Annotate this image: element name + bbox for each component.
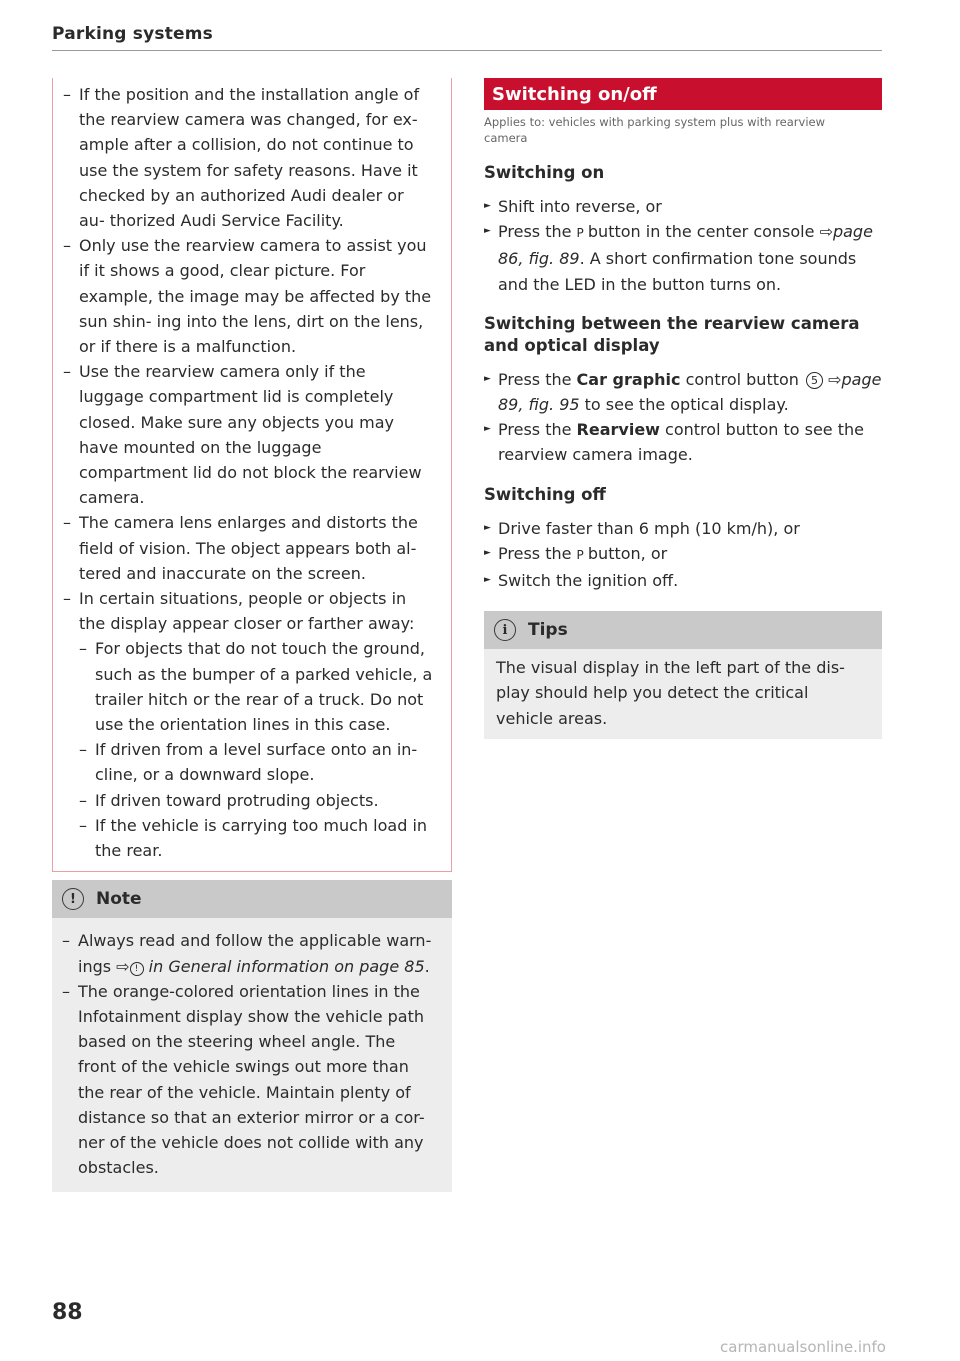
left-column bbox=[52, 78, 452, 1192]
watermark: carmanualsonline.info bbox=[720, 1338, 886, 1356]
callout-number-icon: 5 bbox=[806, 372, 823, 389]
step-item: ► Press the Car graphic control button 5 ⇨page 89, fig. 95 to see the optical display. bbox=[484, 367, 882, 417]
warning-item: – Only use the rearview camera to assist you if it shows a good, clear picture. For example, the image may be affected by the sun shin- ing into the lens, dirt on the lens, or if there is a malfunction. bbox=[63, 233, 433, 359]
note-list bbox=[62, 928, 434, 1180]
warning-item: – If the position and the installation angle of the rearview camera was changed, for ex- ample after a collision, do not continue to use the system for safety reasons. Have it checked by an authorized Audi dealer or au- thorized Audi Service Facility. bbox=[63, 82, 433, 233]
warning-subitem: – If the vehicle is carrying too much load in the rear. bbox=[79, 813, 433, 863]
step-item: ► Drive faster than 6 mph (10 km/h), or bbox=[484, 516, 882, 541]
warning-item: – The camera lens enlarges and distorts the field of vision. The object appears both al- tered and inaccurate on the screen. bbox=[63, 510, 433, 586]
note-title: Note bbox=[96, 889, 142, 910]
warning-subitem: – If driven from a level surface onto an in- cline, or a downward slope. bbox=[79, 737, 433, 787]
step-item: ► Press the Rearview control button to see the rearview camera image. bbox=[484, 417, 882, 467]
page-number: 88 bbox=[52, 1300, 83, 1325]
rearview-label: Rearview bbox=[576, 420, 660, 440]
cross-reference-link[interactable]: in General information on page 85 bbox=[148, 956, 425, 976]
warning-subitem: – For objects that do not touch the ground, such as the bumper of a parked vehicle, a trailer hitch or the rear of a truck. Do not use the orientation lines in this case. bbox=[79, 636, 433, 737]
exclamation-circle-icon: ! bbox=[130, 962, 144, 976]
warning-item-text: In certain situations, people or objects in the display appear closer or farther away: bbox=[79, 589, 415, 634]
tips-title: Tips bbox=[528, 620, 568, 641]
switching-on-heading: Switching on bbox=[484, 163, 605, 182]
arrow-right-icon: ⇨ bbox=[828, 369, 842, 389]
note-box bbox=[52, 880, 452, 1192]
right-column bbox=[484, 78, 882, 739]
note-item: – Always read and follow the applicable warn- ings ⇨ ! in General information on page 85. bbox=[62, 928, 434, 978]
warning-item-with-sublist bbox=[63, 586, 433, 863]
note-item: – The orange-colored orientation lines in the Infotainment display show the vehicle path based on the steering wheel angle. The front of the vehicle swings out more than the rear of the vehicle. Maintain plenty of distance so that an exterior mirror or a cor- ner of the vehicle does not collide with any obstacles. bbox=[62, 979, 434, 1181]
cross-reference-link[interactable]: page 89, fig. 95 bbox=[498, 369, 882, 415]
step-item: ► Press the P button, or bbox=[484, 541, 882, 568]
arrow-right-icon: ⇨ bbox=[116, 956, 130, 976]
info-circle-icon: i bbox=[494, 619, 516, 641]
warning-subitem: – If driven toward protruding objects. bbox=[79, 788, 433, 813]
switching-between-heading: Switching between the rearview camera and optical display bbox=[484, 313, 860, 355]
tips-header bbox=[484, 611, 882, 649]
warning-sublist bbox=[79, 636, 433, 863]
parking-button-icon: P bbox=[576, 547, 583, 562]
step-item: ► Shift into reverse, or bbox=[484, 194, 882, 219]
switching-off-steps bbox=[484, 516, 882, 594]
switching-between-steps bbox=[484, 367, 882, 468]
tips-box bbox=[484, 611, 882, 739]
switching-on-steps bbox=[484, 194, 882, 297]
section-title: Switching on/off bbox=[492, 83, 657, 105]
page-header bbox=[52, 24, 882, 44]
header-rule bbox=[52, 50, 882, 51]
switching-off-heading: Switching off bbox=[484, 484, 606, 504]
parking-button-icon: P bbox=[576, 226, 583, 241]
step-item: ► Press the P button in the center console ⇨page 86, fig. 89. A short confirmation tone sounds and the LED in the button turns on. bbox=[484, 219, 882, 297]
header-title: Parking systems bbox=[52, 24, 213, 44]
arrow-right-icon: ⇨ bbox=[819, 222, 833, 242]
cross-reference-link[interactable]: page 86, fig. 89 bbox=[498, 222, 873, 269]
section-title-bar bbox=[484, 78, 882, 110]
tips-body: The visual display in the left part of the dis- play should help you detect the critical vehicle areas. bbox=[496, 658, 845, 728]
applies-to-text: Applies to: vehicles with parking system plus with rearview camera bbox=[484, 115, 826, 145]
warning-box bbox=[52, 78, 452, 872]
note-body bbox=[52, 918, 452, 1192]
exclamation-circle-icon: ! bbox=[62, 888, 84, 910]
car-graphic-label: Car graphic bbox=[576, 369, 681, 389]
step-item: ► Switch the ignition off. bbox=[484, 568, 882, 593]
note-header bbox=[52, 880, 452, 918]
warning-list bbox=[63, 82, 433, 863]
warning-item: – Use the rearview camera only if the luggage compartment lid is completely closed. Make sure any objects you may have mounted on the luggage compartment lid do not block the rearview camera. bbox=[63, 359, 433, 510]
